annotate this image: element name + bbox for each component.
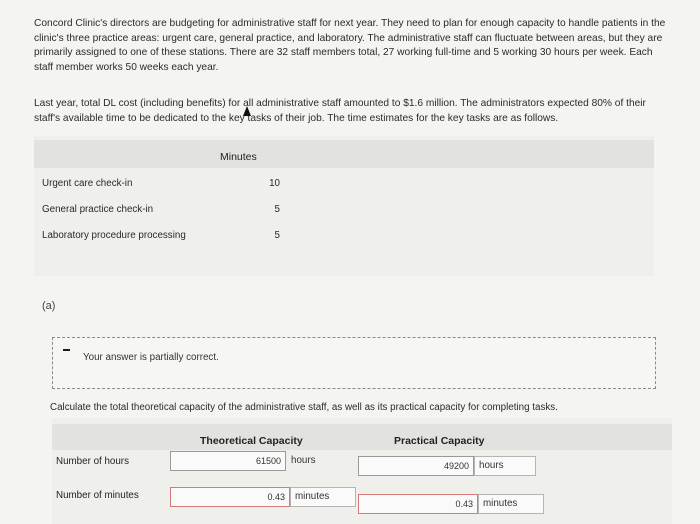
question-text: Calculate the total theoretical capacity of the administrative staff, as well as its practical capacity for completing tasks.	[50, 402, 558, 413]
theoretical-hours-unit[interactable]: hours	[291, 455, 316, 466]
theoretical-hours-input[interactable]: 61500	[170, 451, 286, 471]
capacity-table	[52, 418, 672, 524]
partial-correct-icon	[63, 349, 70, 351]
practical-minutes-input[interactable]: 0.43	[358, 494, 478, 514]
task-label: Urgent care check-in	[42, 178, 133, 189]
table-row	[34, 174, 654, 194]
feedback-text: Your answer is partially correct.	[83, 352, 219, 363]
theoretical-minutes-input[interactable]: 0.43	[170, 487, 290, 507]
task-label: Laboratory procedure processing	[42, 230, 186, 241]
task-minutes: 5	[274, 204, 280, 215]
task-minutes: 10	[269, 178, 280, 189]
problem-paragraph-1: Concord Clinic's directors are budgeting for administrative staff for next year. They need to plan for enough capacity to handle patients in the clinic's three practice areas: urgent care, general practice, and laboratory. The administrative staff can fluctuate between areas, but they are primarily assigned to one of these stations. There are 32 staff members total, 27 working full-time and 5 working 30 hours per week. Each staff member works 50 weeks each year.	[34, 18, 666, 73]
task-label: General practice check-in	[42, 204, 154, 215]
minutes-column-header: Minutes	[220, 151, 257, 163]
practical-hours-unit[interactable]: hours	[474, 456, 536, 476]
theoretical-capacity-header: Theoretical Capacity	[200, 435, 303, 447]
row-label-minutes: Number of minutes	[56, 490, 139, 501]
task-table-header	[34, 140, 654, 168]
mouse-cursor-icon	[243, 106, 251, 116]
table-row	[34, 200, 654, 220]
part-label: (a)	[42, 300, 56, 312]
practical-minutes-unit[interactable]: minutes	[478, 494, 544, 514]
feedback-box	[52, 337, 656, 389]
capacity-table-header	[52, 424, 672, 450]
table-row	[34, 226, 654, 246]
task-time-table	[34, 136, 654, 276]
problem-paragraph-2: Last year, total DL cost (including benefits) for all administrative staff amounted to $1.6 million. The administrators expected 80% of their staff's available time to be dedicated to the key tasks of their job. The time estimates for the key tasks are as follows.	[34, 98, 646, 124]
task-minutes: 5	[274, 230, 280, 241]
practical-capacity-header: Practical Capacity	[394, 435, 485, 447]
theoretical-minutes-unit[interactable]: minutes	[290, 487, 356, 507]
row-label-hours: Number of hours	[56, 456, 129, 467]
practical-hours-input[interactable]: 49200	[358, 456, 474, 476]
